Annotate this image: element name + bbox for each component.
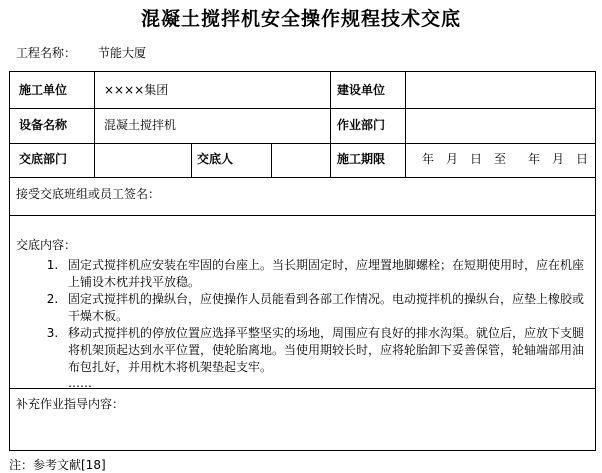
period-dates [422, 152, 588, 166]
supplement-label: 补充作业指导内容： [16, 397, 125, 411]
content-label: 交底内容： [16, 238, 77, 252]
period-month-start: 月 [446, 152, 459, 166]
period-year-start: 年 [422, 152, 435, 166]
content-item: 2. 固定式搅拌机的操纵台，应使操作人员能看到各部工作情况。电动搅拌机的操纵台，应垫上橡胶或干燥木板。 [62, 291, 590, 325]
signatures-label: 接受交底班组或员工签名： [16, 187, 161, 201]
document-title: 混凝土搅拌机安全操作规程技术交底 [140, 8, 461, 30]
period-month-end: 月 [552, 152, 565, 166]
project-name: 节能大厦 [98, 46, 147, 60]
project-line [16, 44, 146, 61]
construction-period-label: 施工期限 [337, 152, 386, 166]
reference-note: 注：参考文献[18] [9, 458, 106, 472]
period-year-end: 年 [528, 152, 541, 166]
period-day-end: 日 [576, 152, 589, 166]
period-day-start: 日 [470, 152, 483, 166]
content-item: 3. 移动式搅拌机的停放位置应选择平整坚实的场地，周围应有良好的排水沟渠。就位后，应放下支腿将机架顶起达到水平位置，使轮胎离地。当使用期较长时，应将轮胎卸下妥善保管，轮轴端部用油布包扎好，并用枕木将机架垫起支牢。 [62, 325, 590, 376]
content-ellipsis: …… [68, 376, 92, 390]
construction-unit-label: 施工单位 [19, 83, 68, 97]
content-item: 1. 固定式搅拌机应安装在牢固的台座上。当长期固定时，应埋置地脚螺栓；在短期使用时，应在机座上铺设木枕并找平放稳。 [62, 257, 590, 291]
project-label: 工程名称： [16, 46, 77, 60]
equipment-name-value: 混凝土搅拌机 [104, 118, 177, 132]
construction-unit-value: ××××集团 [104, 83, 169, 97]
work-dept-label: 作业部门 [337, 118, 386, 132]
content-list [16, 257, 590, 376]
handover-person-label: 交底人 [197, 152, 234, 166]
handover-dept-label: 交底部门 [19, 152, 68, 166]
period-to: 至 [494, 152, 507, 166]
handover-content [16, 236, 590, 390]
builder-unit-label: 建设单位 [337, 83, 386, 97]
equipment-name-label: 设备名称 [19, 118, 68, 132]
handover-table [9, 71, 596, 451]
